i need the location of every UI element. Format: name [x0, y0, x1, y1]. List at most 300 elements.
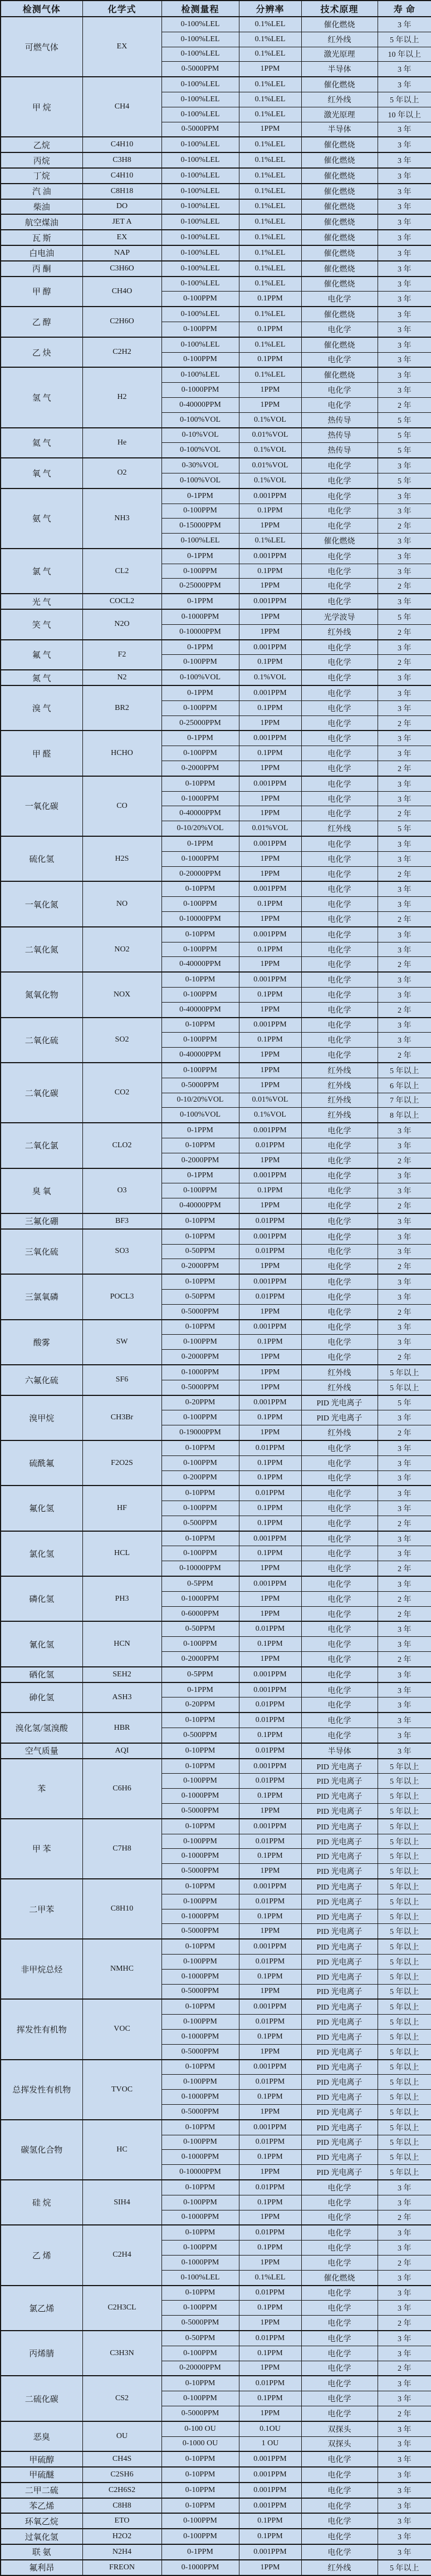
formula-cell: N2O	[82, 609, 161, 640]
range-cell: 0-100PPM	[161, 292, 239, 307]
range-cell: 0-1PPM	[161, 640, 239, 655]
formula-cell: C6H6	[82, 1759, 161, 1819]
lifespan-cell: 2 年	[378, 655, 431, 670]
principle-cell: 电化学	[301, 1576, 378, 1591]
principle-cell: 电化学	[301, 1440, 378, 1455]
range-cell: 0-50PPM	[161, 1621, 239, 1636]
lifespan-cell: 3 年	[378, 1244, 431, 1259]
resolution-cell: 0.01PPM	[239, 1697, 301, 1713]
principle-cell: 电化学	[301, 1304, 378, 1319]
resolution-cell: 1PPM	[239, 1153, 301, 1168]
principle-cell: 红外线	[301, 1108, 378, 1123]
range-cell: 0-10PPM	[161, 1486, 239, 1501]
formula-cell: ETO	[82, 2513, 161, 2529]
resolution-cell: 0.001PPM	[239, 1879, 301, 1894]
resolution-cell: 0.01PPM	[239, 2015, 301, 2030]
resolution-cell: 0.1%LEL	[239, 47, 301, 62]
lifespan-cell: 2 年	[378, 1198, 431, 1213]
range-cell: 0-100%LEL	[161, 32, 239, 47]
table-row	[1, 1229, 431, 1244]
formula-cell: CO2	[82, 1063, 161, 1123]
resolution-cell: 0.01%VOL	[239, 1093, 301, 1108]
range-cell: 0-1PPM	[161, 549, 239, 564]
resolution-cell: 0.1%LEL	[239, 261, 301, 277]
principle-cell: 催化燃烧	[301, 137, 378, 152]
resolution-cell: 0.001PPM	[239, 1939, 301, 1954]
lifespan-cell: 3 年	[378, 2529, 431, 2544]
table-row	[1, 927, 431, 942]
range-cell: 0-1000PPM	[161, 2560, 239, 2575]
gas-name-cell: 乙 醇	[1, 307, 82, 337]
principle-cell: 电化学	[301, 746, 378, 761]
principle-cell: PID 光电离子	[301, 1894, 378, 1909]
principle-cell: PID 光电离子	[301, 1789, 378, 1804]
principle-cell: PID 光电离子	[301, 1955, 378, 1970]
formula-cell: OU	[82, 2421, 161, 2452]
range-cell: 0-30%VOL	[161, 458, 239, 473]
lifespan-cell: 8 年以上	[378, 1108, 431, 1123]
lifespan-cell: 5 年	[378, 412, 431, 427]
range-cell: 0-100%VOL	[161, 1108, 239, 1123]
resolution-cell: 1PPM	[239, 62, 301, 77]
range-cell: 0-10PPM	[161, 2286, 239, 2301]
gas-name-cell: 乙烷	[1, 137, 82, 152]
range-cell: 0-100PPM	[161, 1894, 239, 1909]
resolution-cell: 0.1PPM	[239, 1728, 301, 1743]
range-cell: 0-100%LEL	[161, 152, 239, 168]
resolution-cell: 1PPM	[239, 1063, 301, 1078]
principle-cell: 电化学	[301, 549, 378, 564]
resolution-cell: 1PPM	[239, 624, 301, 639]
lifespan-cell: 2 年	[378, 519, 431, 534]
range-cell: 0-100PPM	[161, 1955, 239, 1970]
range-cell: 0-10000PPM	[161, 2165, 239, 2180]
principle-cell: 红外线	[301, 1365, 378, 1380]
resolution-cell: 1PPM	[239, 1924, 301, 1939]
principle-cell: 催化燃烧	[301, 261, 378, 277]
lifespan-cell: 2 年	[378, 2406, 431, 2421]
lifespan-cell: 3 年	[378, 851, 431, 866]
resolution-cell: 0.001PPM	[239, 1667, 301, 1682]
header-range: 检测量程	[161, 1, 239, 17]
range-cell: 0-100%LEL	[161, 367, 239, 382]
gas-name-cell: 总挥发性有机物	[1, 2060, 82, 2120]
gas-name-cell: 联 氨	[1, 2544, 82, 2560]
lifespan-cell: 3 年	[378, 1320, 431, 1335]
range-cell: 0-100%LEL	[161, 337, 239, 352]
lifespan-cell: 2 年	[378, 1606, 431, 1621]
resolution-cell: 0.1PPM	[239, 2195, 301, 2210]
gas-name-cell: 二氧化氯	[1, 1123, 82, 1168]
lifespan-cell: 3 年	[378, 594, 431, 609]
principle-cell: 电化学	[301, 2255, 378, 2270]
resolution-cell: 0.01PPM	[239, 2180, 301, 2195]
principle-cell: 红外线	[301, 1380, 378, 1395]
principle-cell: 电化学	[301, 383, 378, 398]
formula-cell: FREON	[82, 2560, 161, 2575]
gas-name-cell: 硫化氢	[1, 836, 82, 881]
range-cell: 0-1000PPM	[161, 2090, 239, 2105]
principle-cell: 电化学	[301, 397, 378, 412]
range-cell: 0-5PPM	[161, 1667, 239, 1682]
lifespan-cell: 2 年	[378, 866, 431, 881]
gas-name-cell: 二甲苯	[1, 1879, 82, 1939]
formula-cell: C2H2	[82, 337, 161, 368]
range-cell: 0-5000PPM	[161, 2406, 239, 2421]
lifespan-cell: 5 年	[378, 1395, 431, 1410]
gas-name-cell: 苯乙烯	[1, 2498, 82, 2514]
principle-cell: PID 光电离子	[301, 1969, 378, 1984]
formula-cell: HCL	[82, 1531, 161, 1576]
formula-cell: C2H6O	[82, 307, 161, 337]
range-cell: 0-100PPM	[161, 1774, 239, 1789]
lifespan-cell: 3 年	[378, 292, 431, 307]
range-cell: 0-10PPM	[161, 1018, 239, 1033]
principle-cell: 电化学	[301, 1289, 378, 1304]
lifespan-cell: 3 年	[378, 2301, 431, 2316]
resolution-cell: 0.01PPM	[239, 1138, 301, 1153]
gas-name-cell: 氨 气	[1, 488, 82, 549]
lifespan-cell: 3 年	[378, 1018, 431, 1033]
lifespan-cell: 2 年	[378, 1002, 431, 1017]
principle-cell: 催化燃烧	[301, 534, 378, 549]
principle-cell: 电化学	[301, 685, 378, 700]
principle-cell: PID 光电离子	[301, 1819, 378, 1834]
principle-cell: 红外线	[301, 32, 378, 47]
range-cell: 0-100PPM	[161, 2301, 239, 2316]
table-row	[1, 1274, 431, 1289]
resolution-cell: 0.1PPM	[239, 655, 301, 670]
resolution-cell: 0.001PPM	[239, 1395, 301, 1410]
header-principle: 技术原理	[301, 1, 378, 17]
resolution-cell: 1PPM	[239, 2361, 301, 2376]
principle-cell: 电化学	[301, 2529, 378, 2544]
principle-cell: 电化学	[301, 2451, 378, 2467]
resolution-cell: 0.1PPM	[239, 1546, 301, 1561]
resolution-cell: 1 OU	[239, 2436, 301, 2451]
formula-cell: SIH4	[82, 2180, 161, 2225]
resolution-cell: 0.1%LEL	[239, 277, 301, 292]
resolution-cell: 0.001PPM	[239, 549, 301, 564]
resolution-cell: 0.1OU	[239, 2421, 301, 2436]
lifespan-cell: 2 年	[378, 1591, 431, 1606]
range-cell: 0-10PPM	[161, 2498, 239, 2514]
formula-cell: SF6	[82, 1365, 161, 1395]
lifespan-cell: 3 年	[378, 261, 431, 277]
principle-cell: 电化学	[301, 1728, 378, 1743]
lifespan-cell: 3 年	[378, 1621, 431, 1636]
resolution-cell: 0.1PPM	[239, 1637, 301, 1652]
resolution-cell: 0.1%LEL	[239, 17, 301, 32]
resolution-cell: 0.1PPM	[239, 292, 301, 307]
principle-cell: 电化学	[301, 1183, 378, 1198]
principle-cell: PID 光电离子	[301, 1909, 378, 1924]
lifespan-cell: 5 年	[378, 609, 431, 624]
range-cell: 0-10PPM	[161, 1759, 239, 1774]
resolution-cell: 0.001PPM	[239, 1320, 301, 1335]
principle-cell: PID 光电离子	[301, 1834, 378, 1849]
range-cell: 0-1000PPM	[161, 791, 239, 806]
lifespan-cell: 3 年	[378, 2513, 431, 2529]
range-cell: 0-6000PPM	[161, 1606, 239, 1621]
lifespan-cell: 3 年	[378, 352, 431, 367]
formula-cell: COCL2	[82, 594, 161, 609]
principle-cell: PID 光电离子	[301, 2135, 378, 2150]
gas-name-cell: 二氧化硫	[1, 1018, 82, 1063]
lifespan-cell: 5 年以上	[378, 1849, 431, 1864]
formula-cell: SO3	[82, 1229, 161, 1274]
table-row	[1, 1213, 431, 1229]
table-row	[1, 2421, 431, 2436]
resolution-cell: 1PPM	[239, 1304, 301, 1319]
range-cell: 0-40000PPM	[161, 397, 239, 412]
range-cell: 0-19000PPM	[161, 1425, 239, 1440]
table-row	[1, 428, 431, 443]
formula-cell: AQI	[82, 1743, 161, 1759]
resolution-cell: 0.01PPM	[239, 2286, 301, 2301]
lifespan-cell: 5 年	[378, 821, 431, 836]
formula-cell: N2H4	[82, 2544, 161, 2560]
gas-name-cell: 丙烯腈	[1, 2331, 82, 2376]
range-cell: 0-10PPM	[161, 972, 239, 987]
resolution-cell: 0.1PPM	[239, 2150, 301, 2165]
lifespan-cell: 3 年	[378, 1289, 431, 1304]
range-cell: 0-10PPM	[161, 927, 239, 942]
principle-cell: 电化学	[301, 1018, 378, 1033]
range-cell: 0-100%LEL	[161, 277, 239, 292]
gas-name-cell: 环氧乙烷	[1, 2513, 82, 2529]
resolution-cell: 0.01PPM	[239, 1621, 301, 1636]
lifespan-cell: 3 年	[378, 1713, 431, 1728]
formula-cell: C3H8	[82, 152, 161, 168]
range-cell: 0-100PPM	[161, 2391, 239, 2406]
range-cell: 0-2000PPM	[161, 1259, 239, 1274]
principle-cell: 红外线	[301, 1425, 378, 1440]
principle-cell: PID 光电离子	[301, 1410, 378, 1425]
gas-name-cell: 氢 气	[1, 367, 82, 427]
principle-cell: 电化学	[301, 579, 378, 594]
formula-cell: CS2	[82, 2376, 161, 2421]
resolution-cell: 1PPM	[239, 1804, 301, 1819]
formula-cell: F2	[82, 640, 161, 670]
resolution-cell: 1PPM	[239, 715, 301, 731]
lifespan-cell: 5 年以上	[378, 1380, 431, 1395]
gas-name-cell: 溴化氢/氢溴酸	[1, 1713, 82, 1743]
formula-cell: JET A	[82, 214, 161, 230]
formula-cell: C2SH6	[82, 2467, 161, 2483]
formula-cell: NO2	[82, 927, 161, 972]
principle-cell: 电化学	[301, 2301, 378, 2316]
lifespan-cell: 3 年	[378, 1501, 431, 1516]
resolution-cell: 0.1%LEL	[239, 184, 301, 199]
formula-cell: C2H6S2	[82, 2483, 161, 2498]
lifespan-cell: 2 年	[378, 1516, 431, 1531]
lifespan-cell: 3 年	[378, 1470, 431, 1486]
gas-name-cell: 氯乙烯	[1, 2286, 82, 2331]
range-cell: 0-100%LEL	[161, 534, 239, 549]
lifespan-cell: 3 年	[378, 534, 431, 549]
resolution-cell: 0.1PPM	[239, 322, 301, 337]
range-cell: 0-10%VOL	[161, 428, 239, 443]
formula-cell: SW	[82, 1320, 161, 1365]
resolution-cell: 0.01PPM	[239, 1289, 301, 1304]
range-cell: 0-1000PPM	[161, 2255, 239, 2270]
range-cell: 0-10PPM	[161, 2376, 239, 2391]
resolution-cell: 0.1%VOL	[239, 1108, 301, 1123]
lifespan-cell: 5 年以上	[378, 2165, 431, 2180]
range-cell: 0-10PPM	[161, 2483, 239, 2498]
resolution-cell: 0.1%LEL	[239, 199, 301, 215]
principle-cell: 半导体	[301, 62, 378, 77]
principle-cell: 电化学	[301, 564, 378, 579]
lifespan-cell: 3 年	[378, 245, 431, 261]
principle-cell: 热传导	[301, 412, 378, 427]
gas-name-cell: 恶臭	[1, 2421, 82, 2452]
principle-cell: 催化燃烧	[301, 199, 378, 215]
lifespan-cell: 5 年以上	[378, 2090, 431, 2105]
principle-cell: 激光原理	[301, 47, 378, 62]
range-cell: 0-100%VOL	[161, 412, 239, 427]
principle-cell: 催化燃烧	[301, 17, 378, 32]
formula-cell: HF	[82, 1486, 161, 1531]
range-cell: 0-1000PPM	[161, 851, 239, 866]
range-cell: 0-1000PPM	[161, 1909, 239, 1924]
formula-cell: O3	[82, 1168, 161, 1213]
lifespan-cell: 3 年	[378, 1033, 431, 1048]
table-row	[1, 1365, 431, 1380]
table-row	[1, 1999, 431, 2014]
lifespan-cell: 5 年以上	[378, 2044, 431, 2059]
formula-cell: ASH3	[82, 1682, 161, 1713]
range-cell: 0-40000PPM	[161, 1048, 239, 1063]
principle-cell: 电化学	[301, 594, 378, 609]
resolution-cell: 1PPM	[239, 1078, 301, 1093]
resolution-cell: 1PPM	[239, 2104, 301, 2119]
table-row	[1, 2529, 431, 2544]
range-cell: 0-20000PPM	[161, 2361, 239, 2376]
principle-cell: 电化学	[301, 458, 378, 473]
lifespan-cell: 7 年以上	[378, 1093, 431, 1108]
principle-cell: 电化学	[301, 1123, 378, 1138]
lifespan-cell: 2 年	[378, 397, 431, 412]
formula-cell: CH4O	[82, 277, 161, 307]
formula-cell: C3H3N	[82, 2331, 161, 2376]
range-cell: 0-100%LEL	[161, 77, 239, 92]
range-cell: 0-10PPM	[161, 1713, 239, 1728]
lifespan-cell: 3 年	[378, 122, 431, 137]
lifespan-cell: 3 年	[378, 62, 431, 77]
resolution-cell: 0.01PPM	[239, 1834, 301, 1849]
range-cell: 0-20PPM	[161, 1697, 239, 1713]
principle-cell: PID 光电离子	[301, 1879, 378, 1894]
resolution-cell: 0.01PPM	[239, 2225, 301, 2240]
resolution-cell: 1PPM	[239, 1864, 301, 1879]
lifespan-cell: 2 年	[378, 579, 431, 594]
principle-cell: 电化学	[301, 504, 378, 519]
range-cell: 0-100PPM	[161, 2195, 239, 2210]
principle-cell: PID 光电离子	[301, 2090, 378, 2105]
formula-cell: C8H8	[82, 2498, 161, 2514]
resolution-cell: 0.001PPM	[239, 2060, 301, 2075]
resolution-cell: 0.1%LEL	[239, 367, 301, 382]
table-row	[1, 2376, 431, 2391]
principle-cell: 电化学	[301, 972, 378, 987]
range-cell: 0-100PPM	[161, 1455, 239, 1470]
range-cell: 0-25000PPM	[161, 579, 239, 594]
principle-cell: 电化学	[301, 1697, 378, 1713]
range-cell: 0-40000PPM	[161, 957, 239, 972]
lifespan-cell: 3 年	[378, 700, 431, 715]
resolution-cell: 1PPM	[239, 1561, 301, 1576]
principle-cell: 电化学	[301, 942, 378, 957]
range-cell: 0-10PPM	[161, 1939, 239, 1954]
range-cell: 0-10PPM	[161, 1879, 239, 1894]
resolution-cell: 1PPM	[239, 1591, 301, 1606]
resolution-cell: 0.001PPM	[239, 1999, 301, 2014]
range-cell: 0-40000PPM	[161, 1002, 239, 1017]
table-row	[1, 2544, 431, 2560]
range-cell: 0-10PPM	[161, 1999, 239, 2014]
resolution-cell: 0.1%LEL	[239, 92, 301, 107]
resolution-cell: 0.1PPM	[239, 700, 301, 715]
principle-cell: 红外线	[301, 1093, 378, 1108]
principle-cell: PID 光电离子	[301, 1864, 378, 1879]
range-cell: 0-2000PPM	[161, 1153, 239, 1168]
resolution-cell: 0.001PPM	[239, 1018, 301, 1033]
gas-name-cell: 砷化氢	[1, 1682, 82, 1713]
range-cell: 0-100%LEL	[161, 92, 239, 107]
principle-cell: 电化学	[301, 1350, 378, 1365]
range-cell: 0-20000PPM	[161, 866, 239, 881]
gas-name-cell: 臭 氧	[1, 1168, 82, 1213]
principle-cell: 电化学	[301, 912, 378, 927]
range-cell: 0-1PPM	[161, 1682, 239, 1697]
principle-cell: 电化学	[301, 1259, 378, 1274]
range-cell: 0-5000PPM	[161, 1804, 239, 1819]
principle-cell: 催化燃烧	[301, 77, 378, 92]
lifespan-cell: 3 年	[378, 2346, 431, 2361]
principle-cell: 催化燃烧	[301, 152, 378, 168]
table-row	[1, 137, 431, 152]
table-row	[1, 594, 431, 609]
range-cell: 0-1PPM	[161, 594, 239, 609]
lifespan-cell: 2 年	[378, 1259, 431, 1274]
principle-cell: 电化学	[301, 1501, 378, 1516]
gas-name-cell: 二氧化氮	[1, 927, 82, 972]
range-cell: 0-100PPM	[161, 1033, 239, 1048]
lifespan-cell: 3 年	[378, 791, 431, 806]
lifespan-cell: 3 年	[378, 152, 431, 168]
resolution-cell: 0.1PPM	[239, 1501, 301, 1516]
range-cell: 0-2000PPM	[161, 1652, 239, 1667]
formula-cell: NAP	[82, 245, 161, 261]
resolution-cell: 0.001PPM	[239, 1819, 301, 1834]
lifespan-cell: 3 年	[378, 504, 431, 519]
resolution-cell: 0.1%LEL	[239, 77, 301, 92]
resolution-cell: 0.1PPM	[239, 1033, 301, 1048]
range-cell: 0-500PPM	[161, 1728, 239, 1743]
principle-cell: 电化学	[301, 2241, 378, 2256]
resolution-cell: 1PPM	[239, 579, 301, 594]
gas-name-cell: 二氧化碳	[1, 1063, 82, 1123]
principle-cell: PID 光电离子	[301, 2120, 378, 2135]
range-cell: 0-100%LEL	[161, 137, 239, 152]
table-row	[1, 2498, 431, 2514]
principle-cell: 半导体	[301, 122, 378, 137]
resolution-cell: 0.01PPM	[239, 2075, 301, 2090]
gas-name-cell: 氰化氢	[1, 1621, 82, 1666]
range-cell: 0-5000PPM	[161, 1078, 239, 1093]
